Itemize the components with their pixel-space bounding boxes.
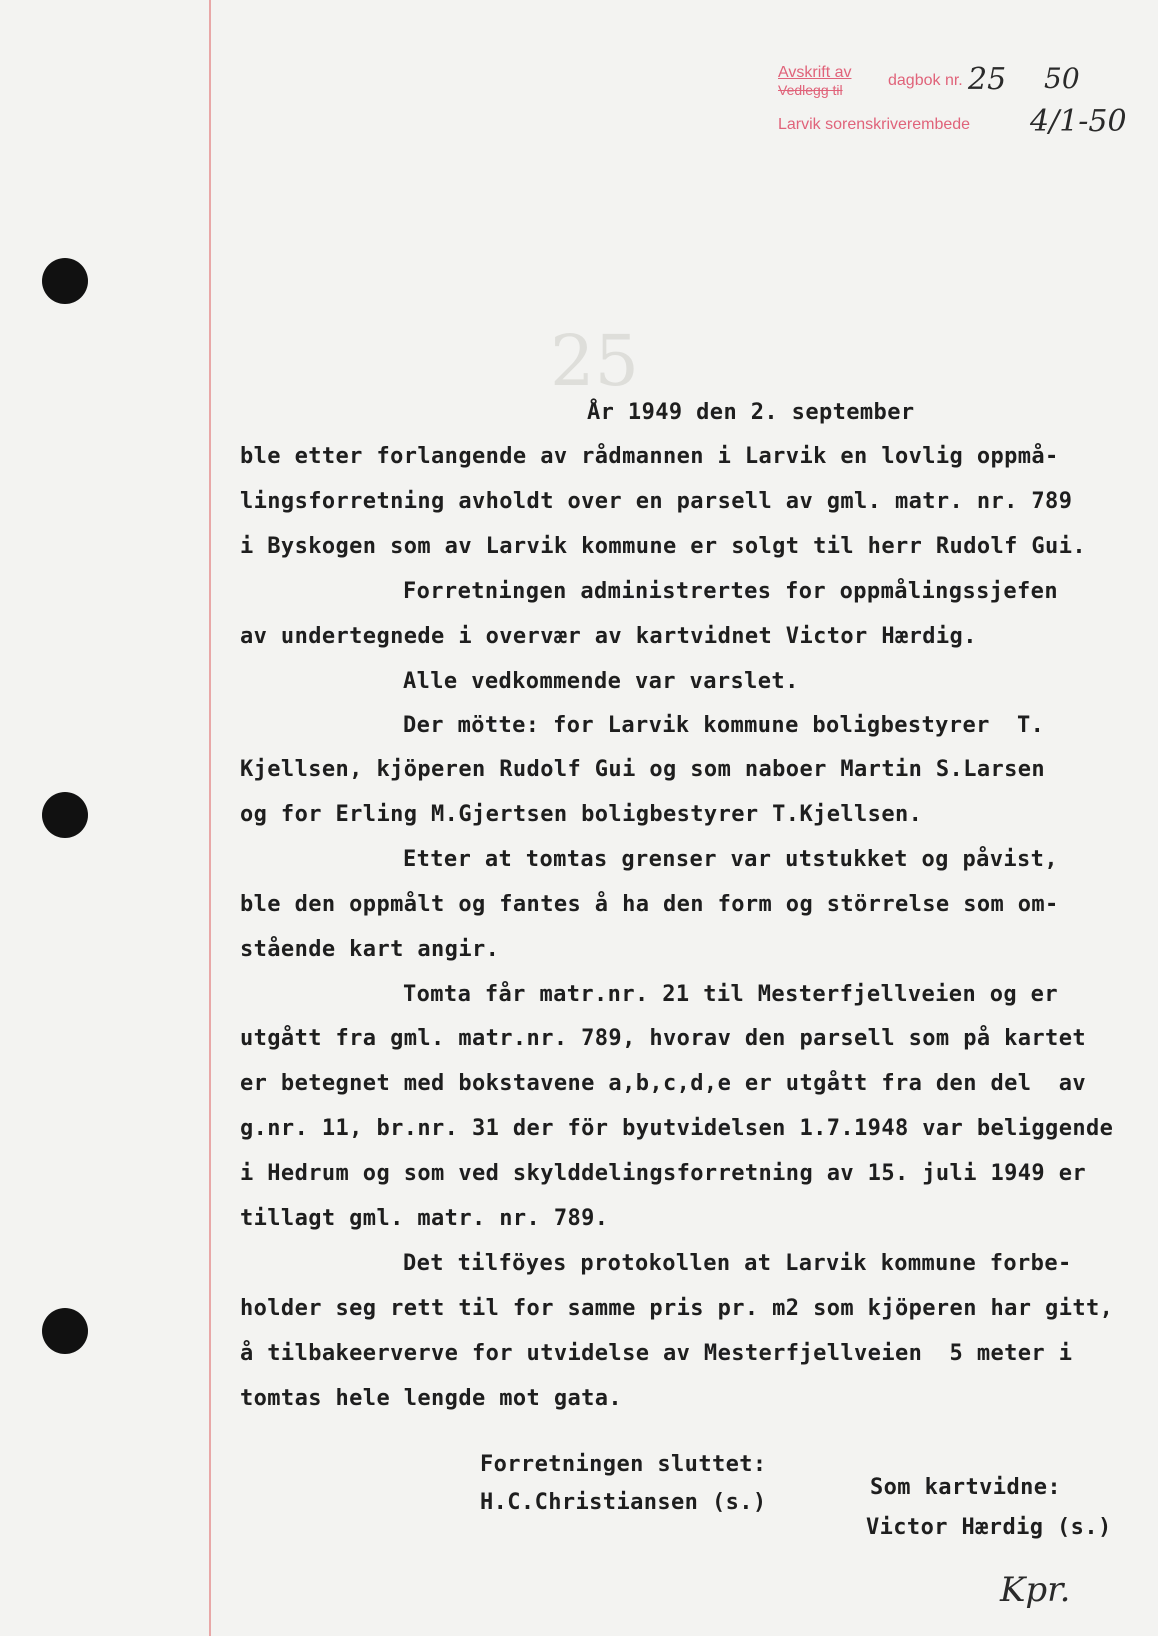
signature-right-name: Victor Hærdig (s.) [866,1515,1112,1540]
signature-left-name: H.C.Christiansen (s.) [480,1490,767,1515]
body-line: ble etter forlangende av rådmannen i Larvik en lovlig oppmå- [240,444,1059,469]
handwritten-dagbok-number: 25 [968,62,1007,97]
stamp-line-4: Larvik sorenskriverembede [778,116,971,133]
signature-right-heading: Som kartvidne: [870,1475,1062,1500]
margin-rule [209,0,211,1636]
body-line: ble den oppmålt og fantes å ha den form og störrelse som om- [240,892,1059,917]
punch-hole-bottom [42,1308,88,1354]
punch-hole-middle [42,792,88,838]
body-line: utgått fra gml. matr.nr. 789, hvorav den parsell som på kartet [240,1026,1086,1051]
body-line: Alle vedkommende var varslet. [403,669,799,694]
handwritten-initials: Kpr. [1000,1570,1071,1610]
handwritten-year: 50 [1044,62,1080,95]
body-line: tomtas hele lengde mot gata. [240,1386,623,1411]
body-line: i Byskogen som av Larvik kommune er solgt til herr Rudolf Gui. [240,534,1086,559]
body-line: i Hedrum og som ved skylddelingsforretning av 15. juli 1949 er [240,1161,1086,1186]
body-line: holder seg rett til for samme pris pr. m2 som kjöperen har gitt, [240,1296,1114,1321]
body-line: lingsforretning avholdt over en parsell av gml. matr. nr. 789 [240,489,1073,514]
body-line: Det tilföyes protokollen at Larvik kommune forbe- [403,1251,1072,1276]
stamp-line-1: Avskrift av [778,64,852,81]
body-line: er betegnet med bokstavene a,b,c,d,e er utgått fra den del av [240,1071,1086,1096]
body-line: av undertegnede i overvær av kartvidnet Victor Hærdig. [240,624,977,649]
stamp-line-2: Vedlegg til [778,82,843,98]
stamp-line-3: dagbok nr. [888,72,963,89]
body-line: g.nr. 11, br.nr. 31 der för byutvidelsen 1.7.1948 var beliggende [240,1116,1114,1141]
body-line: Kjellsen, kjöperen Rudolf Gui og som naboer Martin S.Larsen [240,757,1046,782]
body-line: Forretningen administrertes for oppmålingssjefen [403,579,1058,604]
body-line: og for Erling M.Gjertsen boligbestyrer T.Kjellsen. [240,802,923,827]
body-line: År 1949 den 2. september [587,400,915,425]
handwritten-date: 4/1-50 [1030,104,1127,139]
body-line: Tomta får matr.nr. 21 til Mesterfjellveien og er [403,982,1058,1007]
faint-bleedthrough-number: 25 [550,320,640,402]
punch-hole-top [42,258,88,304]
body-line: Etter at tomtas grenser var utstukket og påvist, [403,847,1058,872]
body-line: å tilbakeerverve for utvidelse av Mesterfjellveien 5 meter i [240,1341,1073,1366]
signature-left-heading: Forretningen sluttet: [480,1452,767,1477]
body-line: Der mötte: for Larvik kommune boligbestyrer T. [403,713,1045,738]
body-line: stående kart angir. [240,937,500,962]
body-line: tillagt gml. matr. nr. 789. [240,1206,609,1231]
